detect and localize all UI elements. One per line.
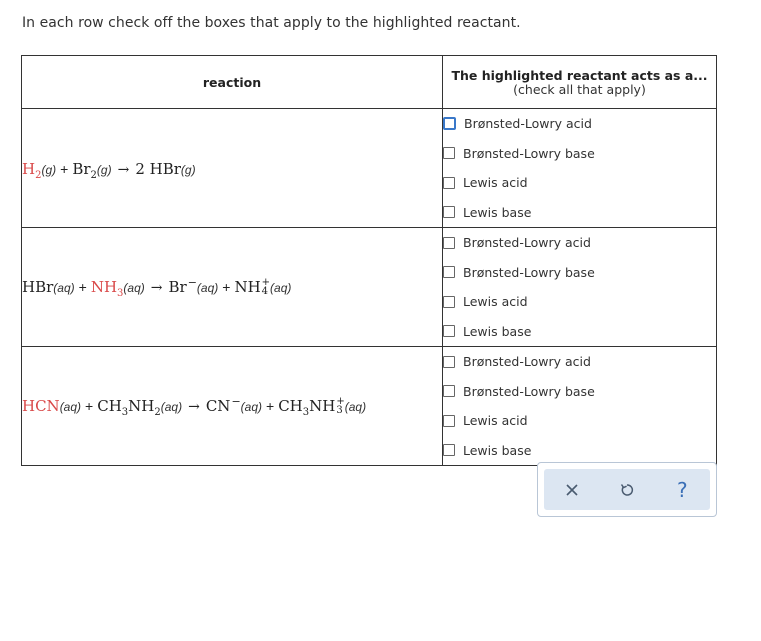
- options-cell: [443, 109, 717, 228]
- checkbox[interactable]: [443, 415, 455, 427]
- reaction-row-2: [22, 228, 717, 347]
- reaction-table: [21, 55, 717, 466]
- reaction-row-3: [22, 347, 717, 466]
- header-row: [22, 56, 717, 109]
- instructions: In each row check off the boxes that apply to the highlighted reactant.: [22, 15, 521, 31]
- clear-button[interactable]: [558, 476, 586, 504]
- option-lewis-base[interactable]: Lewis base: [443, 436, 716, 466]
- options-cell: [443, 228, 717, 347]
- checkbox[interactable]: [443, 206, 455, 218]
- reaction-arrow: →: [150, 280, 163, 296]
- help-icon: ?: [677, 477, 688, 502]
- highlighted-reactant: $H_2$: [22, 159, 42, 181]
- checkbox[interactable]: [443, 237, 455, 249]
- acts-as-column-header: [443, 56, 717, 109]
- equation-3: $HCN(aq) + CH_3NH_2(aq) \to CN^-(aq) + CH_3NH$ + 3 (aq): [22, 395, 367, 418]
- acts-as-title: The highlighted reactant acts as a...: [451, 67, 708, 83]
- check-all-hint: (check all that apply): [513, 81, 646, 97]
- undo-icon: [619, 482, 635, 498]
- option-bronsted-base[interactable]: Brønsted-Lowry base: [443, 258, 716, 288]
- checkbox[interactable]: [443, 356, 455, 368]
- answer-toolbar: [537, 462, 717, 517]
- reaction-row-1: [22, 109, 717, 228]
- checkbox[interactable]: [443, 266, 455, 278]
- option-lewis-acid[interactable]: Lewis acid: [443, 406, 716, 436]
- options-cell: [443, 347, 717, 466]
- highlighted-reactant: $NH_3$: [90, 278, 124, 299]
- reaction-cell: [22, 347, 443, 466]
- option-bronsted-acid[interactable]: Brønsted-Lowry acid: [443, 228, 716, 258]
- option-lewis-base[interactable]: Lewis base: [443, 317, 716, 347]
- option-bronsted-acid[interactable]: Brønsted-Lowry acid: [443, 347, 716, 377]
- checkbox[interactable]: [443, 444, 455, 456]
- reaction-cell: [22, 228, 443, 347]
- equation-2: $HBr(aq) + NH_3(aq) \to Br^-(aq)$ + NH + 4 (aq): [22, 276, 292, 299]
- highlighted-reactant: HCN: [22, 397, 60, 415]
- option-lewis-acid[interactable]: Lewis acid: [443, 287, 716, 317]
- close-icon: [565, 483, 579, 497]
- checkbox[interactable]: [443, 296, 455, 308]
- option-lewis-acid[interactable]: Lewis acid: [443, 168, 716, 198]
- option-bronsted-base[interactable]: Brønsted-Lowry base: [443, 377, 716, 407]
- help-button[interactable]: [668, 476, 696, 504]
- reaction-cell: [22, 109, 443, 228]
- option-bronsted-acid[interactable]: Brønsted-Lowry acid: [443, 109, 716, 139]
- reset-button[interactable]: [613, 476, 641, 504]
- checkbox[interactable]: [443, 325, 455, 337]
- checkbox[interactable]: [443, 385, 455, 397]
- reaction-arrow: →: [188, 399, 200, 415]
- option-bronsted-base[interactable]: Brønsted-Lowry base: [443, 139, 716, 169]
- reaction-arrow: →: [117, 161, 130, 178]
- checkbox[interactable]: [443, 177, 455, 189]
- reaction-column-header: reaction: [22, 56, 443, 109]
- equation-1: $H_2(g) + Br_2(g) \to 2$ HBr(g): [22, 159, 196, 181]
- checkbox[interactable]: [443, 147, 455, 159]
- checkbox[interactable]: [443, 117, 456, 130]
- toolbar-buttons: [544, 469, 710, 510]
- option-lewis-base[interactable]: Lewis base: [443, 198, 716, 228]
